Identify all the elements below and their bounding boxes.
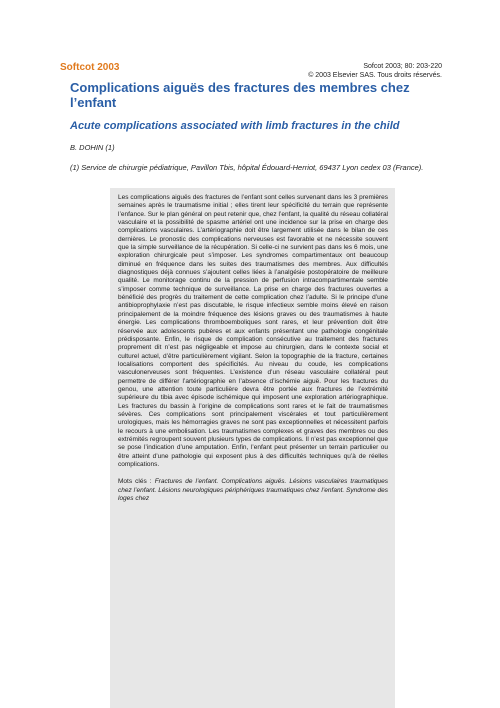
citation: Sofcot 2003; 80: 203-220 [363, 63, 442, 70]
keywords-label: Mots clés : [118, 478, 155, 486]
article-title-english: Acute complications associated with limb fractures in the child [70, 120, 400, 132]
author-affiliation: (1) Service de chirurgie pédiatrique, Pavillon Tbis, hôpital Édouard-Herriot, 69437 Lyon cedex 03 (France). [70, 163, 424, 172]
abstract-box [110, 188, 395, 708]
keywords-block [118, 478, 388, 503]
abstract-text: Les complications aiguës des fractures de l’enfant sont celles survenant dans les 3 premières semaines après le traumatisme initial ; elles tirent leur spécificité du terrain que représente l’enfance. Sur le plan général on peut retenir que, chez l’enfant, la qualité du réseau collatéral vasculaire et la possibilité de spasme artériel ont une incidence sur la prise en charge des complications vasculaires. L’artériographie doit être largement utilisée dans le bilan de ces dernières. Le pronostic des complications nerveuses est favorable et ne nécessite souvent que la simple surveillance de la récupération. Si celle-ci ne survient pas dans les 6 mois, une exploration chirurgicale peut s’imposer. Les syndromes compartimentaux ont beaucoup diminué en fréquence dans les suites des traumatismes des membres. Aux difficultés diagnostiques déjà connues s’ajoutent celles liées à l’analgésie postopératoire de meilleure qualité. Le monitorage continu de la pression de perfusion intracompartimentale semble s’imposer comme technique de surveillance. La prise en charge des fractures ouvertes a bénéficié des progrès du traitement de cette complication chez l’adulte. Si le principe d’une antibioprophylaxie n’est pas discutable, le risque infectieux semble moins élevé en raison principalement de la moindre fréquence des lésions graves ou des traumatismes à haute énergie. Les complications thromboemboliques sont rares, et leur prévention doit être réservée aux adolescents pubères et aux enfants présentant une pathologie congénitale prédisposante. Enfin, le risque de complication consécutive au traitement des fractures proprement dit n’est pas négligeable et impose au chirurgien, dans le contexte social et culturel actuel, d’être particulièrement vigilant. Selon la topographie de la fracture, certaines localisations comportent des spécificités. Au niveau du coude, les complications vasculonerveuses sont fréquentes. L’existence d’un réseau vasculaire collatéral peut permettre de différer l’artériographie en l’absence d’ischémie aiguë. Pour les fractures du genou, une attention toute particulière devra être portée aux fractures de l’extrémité supérieure du tibia avec épisode ischémique qui imposent une exploration artériographique. Les fractures du bassin à l’origine de complications sont rares et le fait de traumatismes sévères. Ces complications sont principalement viscérales et tout particulièrement urologiques, mais les hémorragies graves ne sont pas exceptionnelles et nécessitent parfois le recours à une embolisation. Les traumatismes complexes et graves des membres ou des extrémités regroupent souvent plusieurs types de complications. Il n’est pas exceptionnel que se pose l’indication d’une amputation. Enfin, l’enfant peut présenter un terrain particulier ou être atteint d’une pathologie qui exposent plus à des difficultés techniques qu’à de réelles complications. [118, 194, 388, 468]
citation-block [308, 62, 442, 80]
article-title-french: Complications aiguës des fractures des membres chez l’enfant [70, 80, 410, 110]
keywords-list: Fractures de l’enfant. Complications aiguës. Lésions vasculaires traumatiques chez l’enfant. Lésions neurologiques périphériques traumatiques chez l’enfant. Syndrome des loges chez [118, 478, 388, 503]
journal-brand: Softcot 2003 [60, 62, 120, 73]
author-line: B. DOHIN (1) [70, 143, 115, 152]
copyright: © 2003 Elsevier SAS. Tous droits réservés. [308, 72, 442, 79]
